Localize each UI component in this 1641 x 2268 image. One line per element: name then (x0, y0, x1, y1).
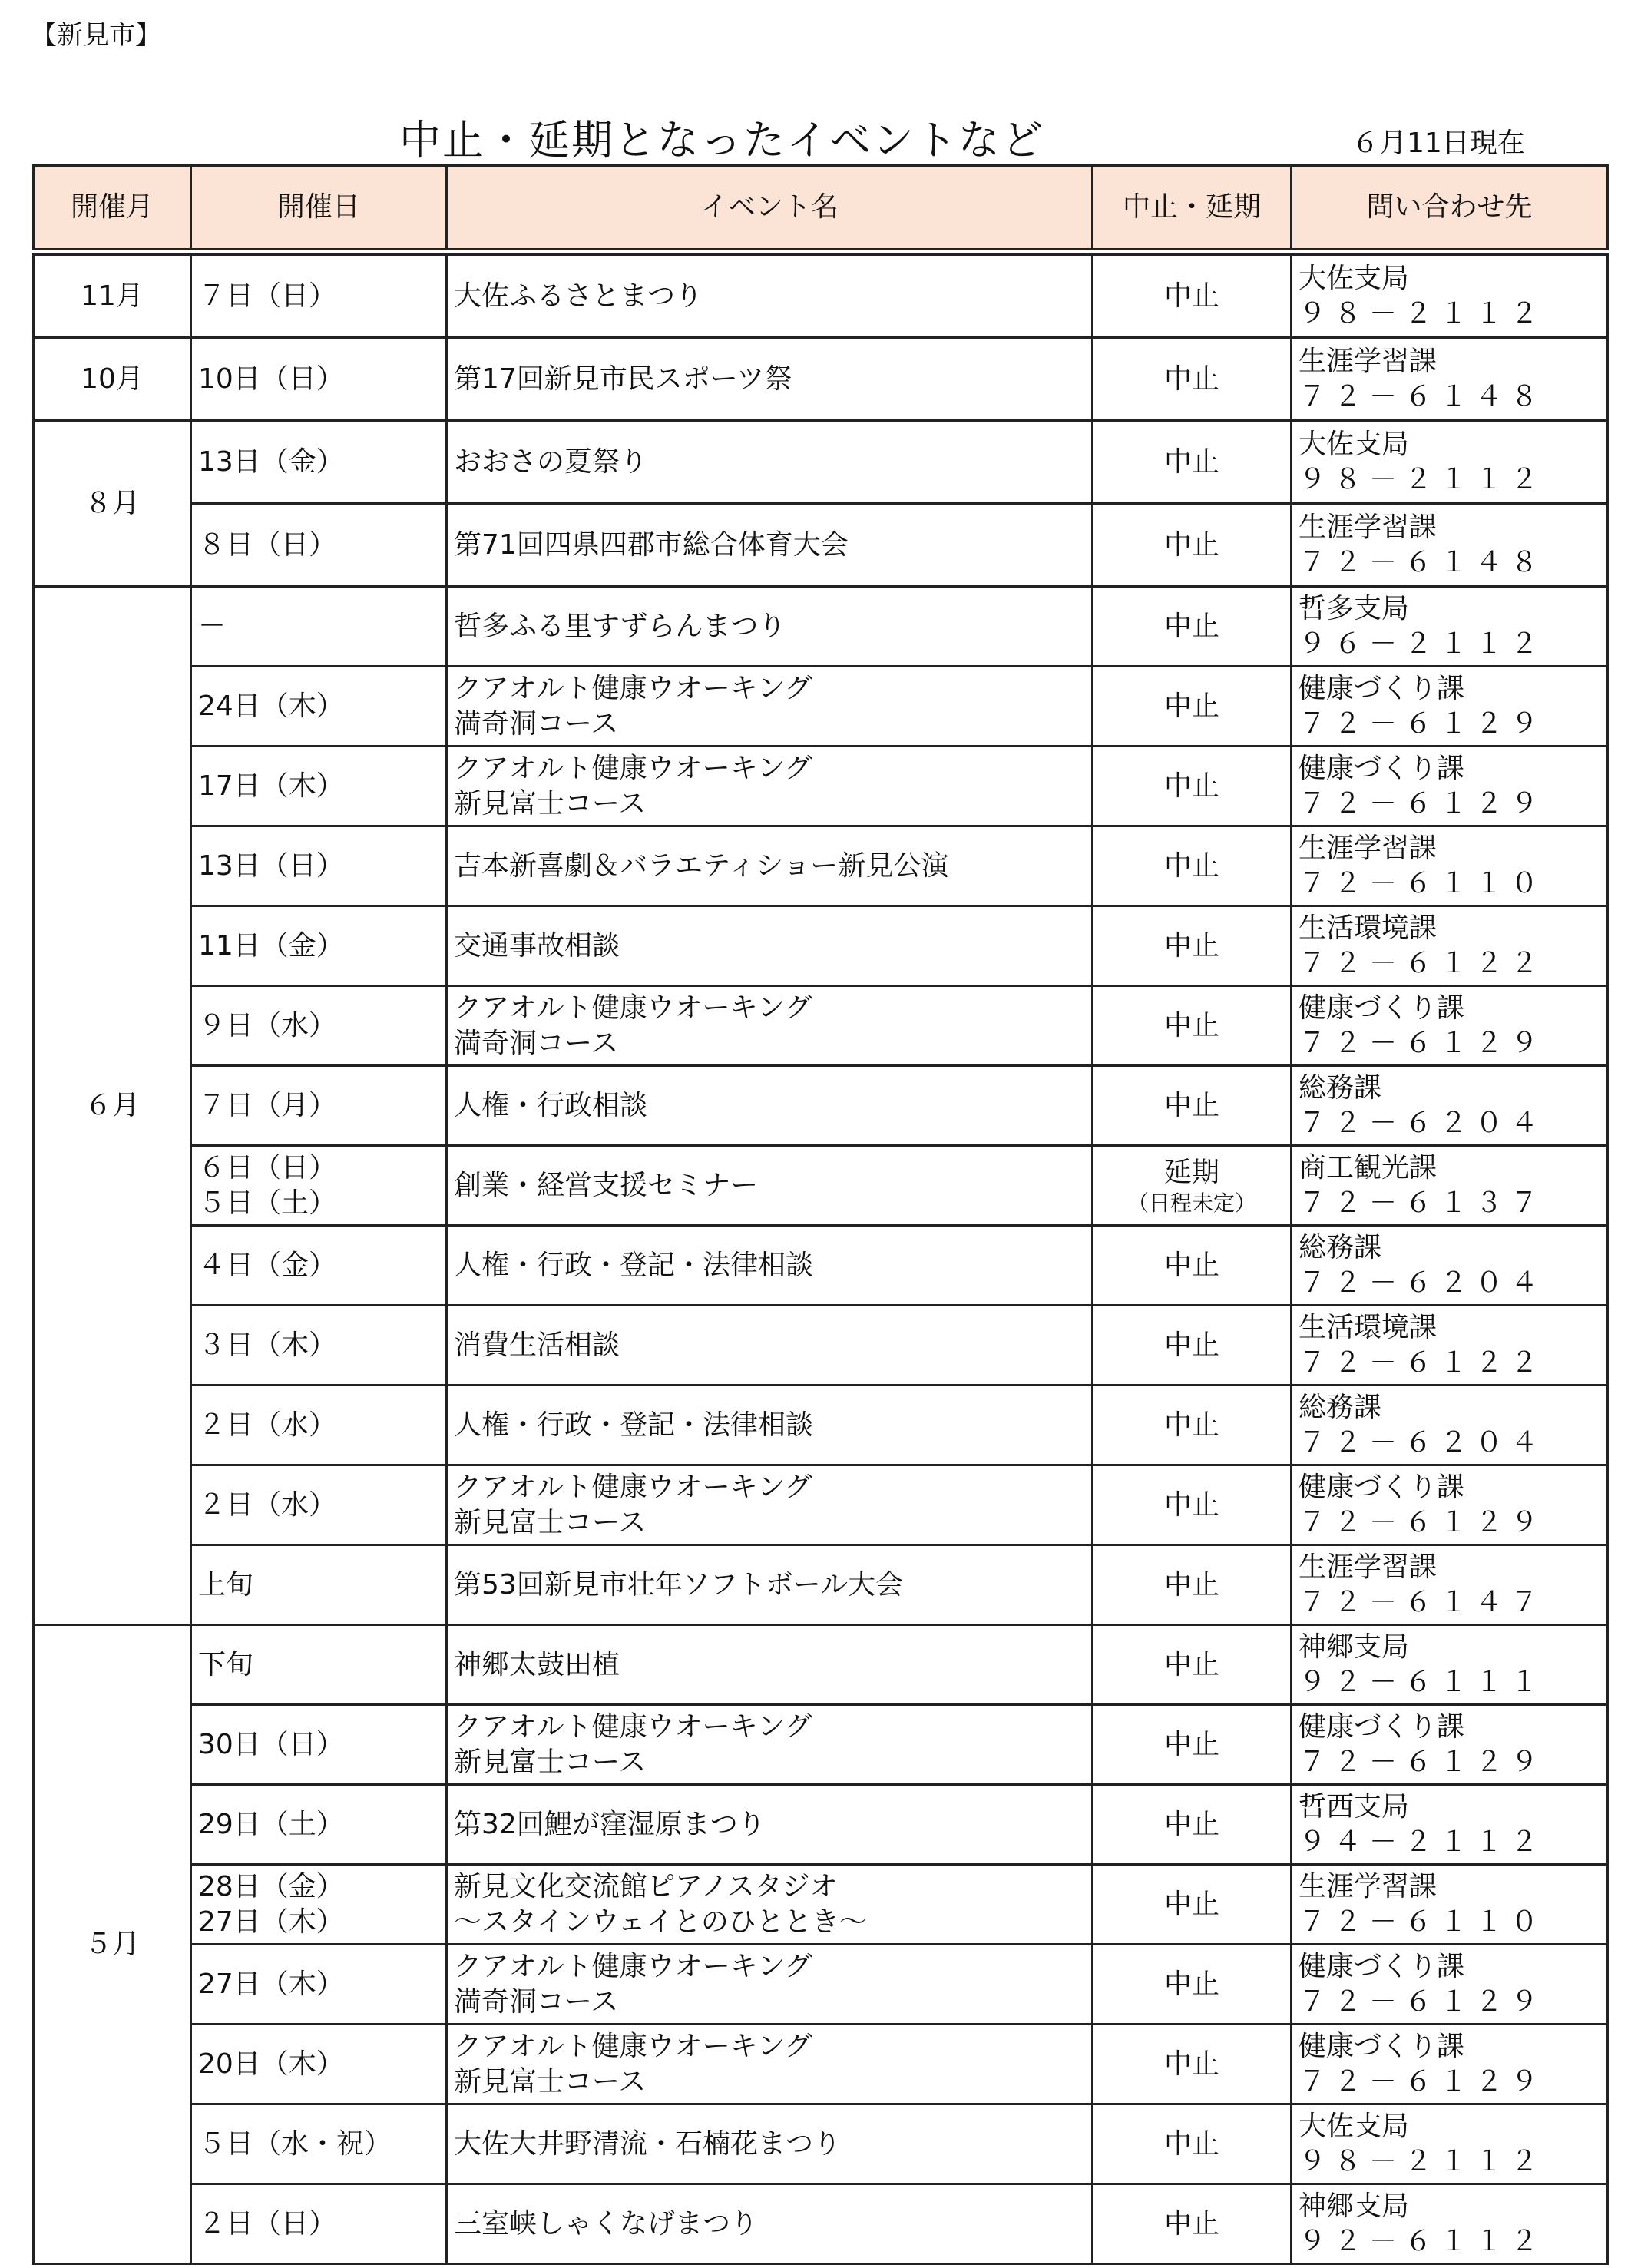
status-cell (1093, 1386, 1292, 1465)
contact-cell-line2: ９４－２１１２ (1299, 1826, 1547, 1858)
contact-cell (1292, 1306, 1608, 1386)
status-cell-line1: 中止 (1163, 929, 1219, 962)
date-cell-line1: ９日（水） (198, 1009, 337, 1041)
contact-cell-line2: ７２－６１２９ (1299, 1985, 1547, 2018)
status-cell-line1: 中止 (1163, 1409, 1219, 1441)
contact-cell (1292, 1386, 1608, 1465)
table-row (34, 421, 1608, 504)
status-cell-line1: 中止 (1163, 849, 1219, 882)
event-cell (447, 1625, 1093, 1705)
date-cell (191, 826, 447, 906)
contact-cell (1292, 1545, 1608, 1625)
contact-cell (1292, 1625, 1608, 1705)
as-of-date: ６月11日現在 (1352, 127, 1525, 159)
date-cell-line1: ５日（水・祝） (198, 2127, 392, 2160)
event-cell (447, 906, 1093, 986)
event-cell (447, 1545, 1093, 1625)
date-cell-line1: 11日（金） (198, 929, 344, 962)
table-row (34, 667, 1608, 747)
table-row (34, 1226, 1608, 1306)
contact-cell-line2: ７２－６１２９ (1299, 1506, 1547, 1538)
date-cell-line2: ５日（土） (198, 1187, 337, 1219)
event-cell-line1: クアオルト健康ウオーキング (454, 992, 812, 1024)
contact-cell-line2: ７２－６１１０ (1299, 1905, 1547, 1938)
status-cell-line1: 延期 (1163, 1156, 1219, 1188)
date-cell-line1: 17日（木） (198, 770, 344, 802)
month-cell: 11月 (34, 255, 191, 338)
event-cell (447, 1465, 1093, 1545)
event-cell-line1: 人権・行政相談 (454, 1089, 648, 1121)
event-cell-line1: 交通事故相談 (454, 929, 620, 962)
date-cell-line1: 20日（木） (198, 2048, 344, 2080)
event-cell (447, 747, 1093, 826)
status-cell (1093, 1865, 1292, 1945)
contact-cell-line1: 総務課 (1299, 1231, 1382, 1263)
date-cell-line1: ８日（日） (198, 528, 337, 561)
date-cell-line1: ６日（日） (198, 1151, 337, 1184)
status-cell (1093, 587, 1292, 667)
event-cell-line2: 新見富士コース (454, 2065, 647, 2097)
contact-cell (1292, 1226, 1608, 1306)
date-cell-line1: 13日（金） (198, 445, 344, 478)
status-cell (1093, 1306, 1292, 1386)
event-cell (447, 1146, 1093, 1226)
status-cell-line1: 中止 (1163, 1728, 1219, 1760)
contact-cell-line1: 健康づくり課 (1299, 1710, 1465, 1743)
contact-cell-line2: ７２－６１２２ (1299, 1346, 1547, 1379)
date-cell (191, 1306, 447, 1386)
contact-cell-line1: 商工観光課 (1299, 1151, 1438, 1184)
date-cell (191, 906, 447, 986)
contact-cell-line2: ９８－２１１２ (1299, 297, 1547, 329)
table-row (34, 255, 1608, 338)
table-row (34, 1545, 1608, 1625)
status-cell (1093, 2104, 1292, 2184)
table-row (34, 747, 1608, 826)
event-cell (447, 421, 1093, 504)
date-cell (191, 2184, 447, 2264)
status-cell-line1: 中止 (1163, 1329, 1219, 1361)
status-cell (1093, 338, 1292, 421)
event-cell-line1: 三室峡しゃくなげまつり (454, 2207, 759, 2240)
status-cell-line1: 中止 (1163, 2207, 1219, 2240)
month-cell: ５月 (34, 1625, 191, 2264)
table-row (34, 906, 1608, 986)
contact-cell-line2: ７２－６２０４ (1299, 1107, 1547, 1139)
table-row (34, 587, 1608, 667)
status-cell-line1: 中止 (1163, 528, 1219, 561)
contact-cell-line2: ７２－６１２９ (1299, 1746, 1547, 1778)
table-row (34, 826, 1608, 906)
contact-cell-line1: 哲西支局 (1299, 1790, 1410, 1823)
event-cell-line1: クアオルト健康ウオーキング (454, 1471, 812, 1503)
contact-cell-line1: 神郷支局 (1299, 2190, 1410, 2222)
date-cell (191, 1865, 447, 1945)
contact-cell-line2: ９８－２１１２ (1299, 2145, 1547, 2177)
contact-cell (1292, 2184, 1608, 2264)
header-contact: 問い合わせ先 (1292, 166, 1608, 250)
contact-cell (1292, 504, 1608, 587)
table-body (34, 255, 1608, 2264)
header-status: 中止・延期 (1093, 166, 1292, 250)
date-cell-line1: ７日（月） (198, 1089, 337, 1121)
date-cell-line1: 13日（日） (198, 849, 344, 882)
contact-cell-line2: ７２－６１２９ (1299, 707, 1547, 740)
event-cell (447, 1306, 1093, 1386)
event-cell-line1: 大佐ふるさとまつり (454, 280, 703, 312)
status-cell (1093, 1945, 1292, 2025)
date-cell-line1: 29日（土） (198, 1808, 344, 1840)
status-cell (1093, 1066, 1292, 1146)
date-cell-line1: ４日（金） (198, 1249, 337, 1281)
event-cell (447, 826, 1093, 906)
date-cell (191, 1146, 447, 1226)
table-row (34, 1625, 1608, 1705)
contact-cell (1292, 1146, 1608, 1226)
date-cell (191, 338, 447, 421)
contact-cell (1292, 747, 1608, 826)
status-cell-line1: 中止 (1163, 1568, 1219, 1601)
date-cell-line1: 28日（金） (198, 1870, 344, 1902)
table-row (34, 2184, 1608, 2264)
table-row (34, 1865, 1608, 1945)
status-cell-line1: 中止 (1163, 1009, 1219, 1041)
contact-cell-line1: 神郷支局 (1299, 1631, 1410, 1663)
status-cell-line1: 中止 (1163, 2127, 1219, 2160)
contact-cell-line1: 大佐支局 (1299, 262, 1410, 294)
date-cell-line1: ２日（日） (198, 2207, 337, 2240)
date-cell (191, 1545, 447, 1625)
date-cell-line1: 上旬 (198, 1568, 254, 1601)
contact-cell-line1: 生活環境課 (1299, 912, 1438, 944)
date-cell-line1: 27日（木） (198, 1968, 344, 2000)
status-cell (1093, 1146, 1292, 1226)
month-cell: ６月 (34, 587, 191, 1625)
event-cell-line1: 創業・経営支援セミナー (454, 1169, 759, 1201)
status-cell (1093, 1625, 1292, 1705)
event-cell-line1: クアオルト健康ウオーキング (454, 672, 812, 704)
date-cell (191, 667, 447, 747)
header-month: 開催月 (34, 166, 191, 250)
event-cell-line1: 神郷太鼓田植 (454, 1648, 620, 1680)
contact-cell-line2: ９８－２１１２ (1299, 463, 1547, 495)
status-cell (1093, 1785, 1292, 1865)
event-cell-line2: 新見富士コース (454, 787, 647, 819)
date-cell (191, 1785, 447, 1865)
contact-cell-line1: 健康づくり課 (1299, 752, 1465, 784)
date-cell-line1: 30日（日） (198, 1728, 344, 1760)
status-cell-line1: 中止 (1163, 690, 1219, 722)
table-row (34, 1306, 1608, 1386)
date-cell (191, 587, 447, 667)
contact-cell-line1: 生涯学習課 (1299, 1870, 1438, 1902)
status-cell (1093, 667, 1292, 747)
event-cell (447, 1865, 1093, 1945)
contact-cell-line2: ９６－２１１２ (1299, 627, 1547, 660)
status-cell-line1: 中止 (1163, 363, 1219, 395)
contact-cell-line1: 生涯学習課 (1299, 345, 1438, 377)
date-cell (191, 1945, 447, 2025)
status-cell (1093, 986, 1292, 1066)
status-cell-line1: 中止 (1163, 1808, 1219, 1840)
event-cell-line1: クアオルト健康ウオーキング (454, 1950, 812, 1982)
event-cell-line1: 人権・行政・登記・法律相談 (454, 1409, 814, 1441)
event-cell (447, 1945, 1093, 2025)
event-cell (447, 986, 1093, 1066)
status-cell-line1: 中止 (1163, 1648, 1219, 1680)
event-cell-line2: 満奇洞コース (454, 1985, 619, 2018)
date-cell-line1: ２日（水） (198, 1488, 337, 1521)
table-row (34, 2025, 1608, 2104)
date-cell-line1: － (198, 610, 227, 642)
event-cell (447, 2104, 1093, 2184)
event-cell (447, 338, 1093, 421)
contact-cell-line2: ９２－６１１２ (1299, 2225, 1547, 2257)
contact-cell-line2: ７２－６１１０ (1299, 867, 1547, 899)
contact-cell-line2: ７２－６１２９ (1299, 2065, 1547, 2097)
date-cell (191, 1386, 447, 1465)
contact-cell-line1: 健康づくり課 (1299, 992, 1465, 1024)
event-cell-line2: 新見富士コース (454, 1746, 647, 1778)
date-cell-line2: 27日（木） (198, 1905, 344, 1938)
date-cell-line1: ３日（木） (198, 1329, 337, 1361)
contact-cell (1292, 826, 1608, 906)
contact-cell-line1: 健康づくり課 (1299, 2030, 1465, 2062)
event-cell (447, 587, 1093, 667)
date-cell (191, 1705, 447, 1785)
table-row (34, 1066, 1608, 1146)
contact-cell (1292, 1705, 1608, 1785)
contact-cell-line1: 生涯学習課 (1299, 832, 1438, 864)
contact-cell-line1: 生涯学習課 (1299, 511, 1438, 543)
date-cell (191, 1226, 447, 1306)
status-cell-line1: 中止 (1163, 1089, 1219, 1121)
contact-cell-line1: 生活環境課 (1299, 1311, 1438, 1343)
city-label: 【新見市】 (31, 20, 161, 51)
contact-cell (1292, 1465, 1608, 1545)
event-cell-line2: 新見富士コース (454, 1506, 647, 1538)
table-row (34, 1146, 1608, 1226)
status-cell-line1: 中止 (1163, 1249, 1219, 1281)
status-cell (1093, 2025, 1292, 2104)
contact-cell (1292, 986, 1608, 1066)
status-cell-line1: 中止 (1163, 1888, 1219, 1920)
event-cell (447, 504, 1093, 587)
status-cell (1093, 906, 1292, 986)
date-cell-line1: 24日（木） (198, 690, 344, 722)
date-cell (191, 504, 447, 587)
status-cell (1093, 1226, 1292, 1306)
event-cell-line1: クアオルト健康ウオーキング (454, 2030, 812, 2062)
contact-cell-line1: 大佐支局 (1299, 2110, 1410, 2142)
event-cell-line2: 満奇洞コース (454, 707, 619, 740)
contact-cell-line2: ７２－６２０４ (1299, 1266, 1547, 1299)
table-row (34, 2104, 1608, 2184)
date-cell (191, 986, 447, 1066)
contact-cell-line1: 健康づくり課 (1299, 1950, 1465, 1982)
contact-cell-line1: 総務課 (1299, 1071, 1382, 1104)
contact-cell-line1: 健康づくり課 (1299, 1471, 1465, 1503)
table-row (34, 338, 1608, 421)
contact-cell (1292, 1945, 1608, 2025)
event-cell-line1: 第53回新見市壮年ソフトボール大会 (454, 1568, 904, 1601)
event-cell (447, 2025, 1093, 2104)
status-cell (1093, 255, 1292, 338)
contact-cell-line2: ７２－６１４７ (1299, 1586, 1547, 1618)
event-cell-line2: 満奇洞コース (454, 1027, 619, 1059)
status-cell-line1: 中止 (1163, 280, 1219, 312)
date-cell (191, 421, 447, 504)
contact-cell (1292, 338, 1608, 421)
contact-cell (1292, 421, 1608, 504)
header-date: 開催日 (191, 166, 447, 250)
date-cell-line1: ７日（日） (198, 280, 337, 312)
event-cell-line1: おおさの夏祭り (454, 445, 648, 478)
date-cell (191, 2104, 447, 2184)
date-cell-line1: 10日（日） (198, 363, 344, 395)
page-title: 中止・延期となったイベントなど (399, 116, 1044, 164)
date-cell (191, 747, 447, 826)
contact-cell-line2: ７２－６１４８ (1299, 380, 1547, 412)
contact-cell-line1: 健康づくり課 (1299, 672, 1465, 704)
date-cell-line1: ２日（水） (198, 1409, 337, 1441)
event-cell (447, 1386, 1093, 1465)
event-cell-line1: 大佐大井野清流・石楠花まつり (454, 2127, 842, 2160)
date-cell (191, 2025, 447, 2104)
contact-cell-line2: ７２－６１２９ (1299, 787, 1547, 819)
status-cell-line1: 中止 (1163, 1488, 1219, 1521)
event-cell-line1: クアオルト健康ウオーキング (454, 1710, 812, 1743)
contact-cell (1292, 1066, 1608, 1146)
table-header-row (34, 166, 1608, 250)
status-cell (1093, 826, 1292, 906)
status-cell (1093, 747, 1292, 826)
status-cell (1093, 1705, 1292, 1785)
date-cell (191, 1465, 447, 1545)
event-cell (447, 2184, 1093, 2264)
status-cell (1093, 504, 1292, 587)
contact-cell (1292, 1865, 1608, 1945)
event-cell-line1: 第17回新見市民スポーツ祭 (454, 363, 792, 395)
contact-cell (1292, 1785, 1608, 1865)
event-cell-line1: 人権・行政・登記・法律相談 (454, 1249, 814, 1281)
contact-cell-line1: 総務課 (1299, 1391, 1382, 1423)
event-cell (447, 255, 1093, 338)
date-cell (191, 1066, 447, 1146)
table-row (34, 504, 1608, 587)
table-row (34, 1705, 1608, 1785)
table-row (34, 1465, 1608, 1545)
event-cell (447, 1705, 1093, 1785)
status-cell-line1: 中止 (1163, 445, 1219, 478)
status-cell-line1: 中止 (1163, 770, 1219, 802)
event-cell (447, 667, 1093, 747)
header-event: イベント名 (447, 166, 1093, 250)
table-row (34, 986, 1608, 1066)
event-cell-line1: 吉本新喜劇＆バラエティショー新見公演 (454, 849, 949, 882)
table-row (34, 1386, 1608, 1465)
contact-cell-line1: 大佐支局 (1299, 428, 1410, 460)
status-cell (1093, 2184, 1292, 2264)
contact-cell-line2: ７２－６１３７ (1299, 1187, 1547, 1219)
table-row (34, 1945, 1608, 2025)
event-cell (447, 1226, 1093, 1306)
contact-cell-line2: ７２－６１２９ (1299, 1027, 1547, 1059)
event-cell-line1: クアオルト健康ウオーキング (454, 752, 812, 784)
status-cell-line1: 中止 (1163, 1968, 1219, 2000)
contact-cell (1292, 906, 1608, 986)
status-cell-line1: 中止 (1163, 2048, 1219, 2080)
contact-cell (1292, 587, 1608, 667)
contact-cell (1292, 667, 1608, 747)
events-table (32, 164, 1609, 2265)
contact-cell (1292, 2025, 1608, 2104)
table-row (34, 1785, 1608, 1865)
status-cell (1093, 421, 1292, 504)
contact-cell-line2: ９２－６１１１ (1299, 1666, 1547, 1698)
event-cell-line1: 第71回四県四郡市総合体育大会 (454, 528, 849, 561)
event-cell (447, 1785, 1093, 1865)
contact-cell-line1: 哲多支局 (1299, 592, 1410, 624)
contact-cell (1292, 255, 1608, 338)
status-cell-line1: 中止 (1163, 610, 1219, 642)
contact-cell (1292, 2104, 1608, 2184)
month-cell: ８月 (34, 421, 191, 587)
contact-cell-line2: ７２－６２０４ (1299, 1426, 1547, 1458)
status-cell (1093, 1465, 1292, 1545)
date-cell (191, 1625, 447, 1705)
event-cell-line1: 哲多ふる里すずらんまつり (454, 610, 786, 642)
contact-cell-line2: ７２－６１４８ (1299, 546, 1547, 578)
event-cell (447, 1066, 1093, 1146)
status-cell-line2: （日程未定） (1127, 1190, 1256, 1216)
contact-cell-line2: ７２－６１２２ (1299, 947, 1547, 979)
contact-cell-line1: 生涯学習課 (1299, 1551, 1438, 1583)
date-cell-line1: 下旬 (198, 1648, 254, 1680)
date-cell (191, 255, 447, 338)
event-cell-line1: 新見文化交流館ピアノスタジオ (454, 1870, 838, 1902)
event-cell-line1: 第32回鯉が窪湿原まつり (454, 1808, 766, 1840)
event-cell-line2: ～スタインウェイとのひととき～ (454, 1905, 867, 1938)
month-cell: 10月 (34, 338, 191, 421)
event-cell-line1: 消費生活相談 (454, 1329, 620, 1361)
status-cell (1093, 1545, 1292, 1625)
